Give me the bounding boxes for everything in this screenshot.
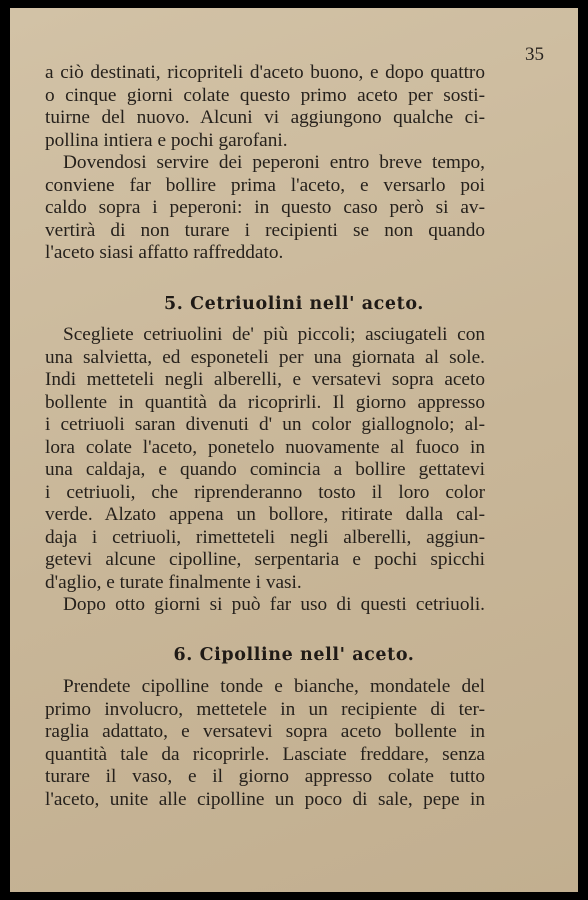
section-heading-cipolline: 6. Cipolline nell' aceto. (173, 645, 415, 665)
text-line: getevi alcune cipolline, serpentaria e pochi spicchi (45, 549, 485, 570)
text-line: vertirà di non turare i recipienti se non quando (45, 219, 485, 241)
text-line: l'aceto, unite alle cipolline un poco di sale, pepe in (45, 788, 485, 810)
text-line: tuirne del nuovo. Alcuni vi aggiungono qualche ci- (45, 107, 485, 128)
text-line: raglia adattato, e versatevi sopra aceto bollente in (45, 721, 485, 742)
text-line: i cetriuoli saran divenuti d' un color giallognolo; al- (45, 414, 485, 435)
text-line: primo involucro, mettetele in un recipiente di ter- (45, 698, 485, 720)
text-line: conviene far bollire prima l'aceto, e versarlo poi (45, 174, 485, 196)
text-line: Prendete cipolline tonde e bianche, mondatele del (63, 676, 485, 697)
text-line: d'aglio, e turate finalmente i vasi. (45, 571, 302, 593)
text-line: pollina intiera e pochi garofani. (45, 129, 288, 151)
text-line: una salvietta, ed esponeteli per una giornata al sole. (45, 346, 485, 368)
page-number: 35 (525, 44, 544, 65)
text-line: verde. Alzato appena un bollore, ritirate dalla cal- (45, 504, 485, 525)
text-line: una caldaja, e quando comincia a bollire gettatevi (45, 459, 485, 480)
text-line: Scegliete cetriuolini de' più piccoli; asciugateli con (63, 324, 485, 345)
paragraph-block-peperoni (45, 62, 485, 265)
paragraph-block-cetriuolini (45, 324, 485, 617)
text-line: daja i cetriuoli, rimetteteli negli alberelli, aggiun- (45, 526, 485, 548)
text-line: o cinque giorni colate questo primo aceto per sosti- (45, 84, 485, 106)
text-line: caldo sopra i peperoni: in questo caso però si av- (45, 197, 485, 218)
text-line: turare il vaso, e il giorno appresso colate tutto (45, 766, 485, 787)
text-line: quantità tale da ricoprirle. Lasciate freddare, senza (45, 743, 485, 765)
text-line: Indi metteteli negli alberelli, e versatevi sopra aceto (45, 369, 485, 390)
section-heading-cetriuolini: 5. Cetriuolini nell' aceto. (163, 294, 424, 314)
text-line: lora colate l'aceto, ponetelo nuovamente al fuoco in (45, 436, 485, 458)
text-line: Dopo otto giorni si può far uso di questi cetriuoli. (63, 594, 485, 615)
book-page (10, 8, 578, 892)
text-line: l'aceto siasi affatto raffreddato. (45, 242, 284, 263)
text-line: bollente in quantità da ricoprirli. Il giorno appresso (45, 391, 485, 413)
text-line: i cetriuoli, che riprenderanno tosto il loro color (45, 481, 485, 503)
text-line: a ciò destinati, ricopriteli d'aceto buono, e dopo quattro (45, 62, 485, 83)
paragraph-block-cipolline (45, 676, 485, 811)
text-line: Dovendosi servire dei peperoni entro breve tempo, (63, 152, 485, 173)
